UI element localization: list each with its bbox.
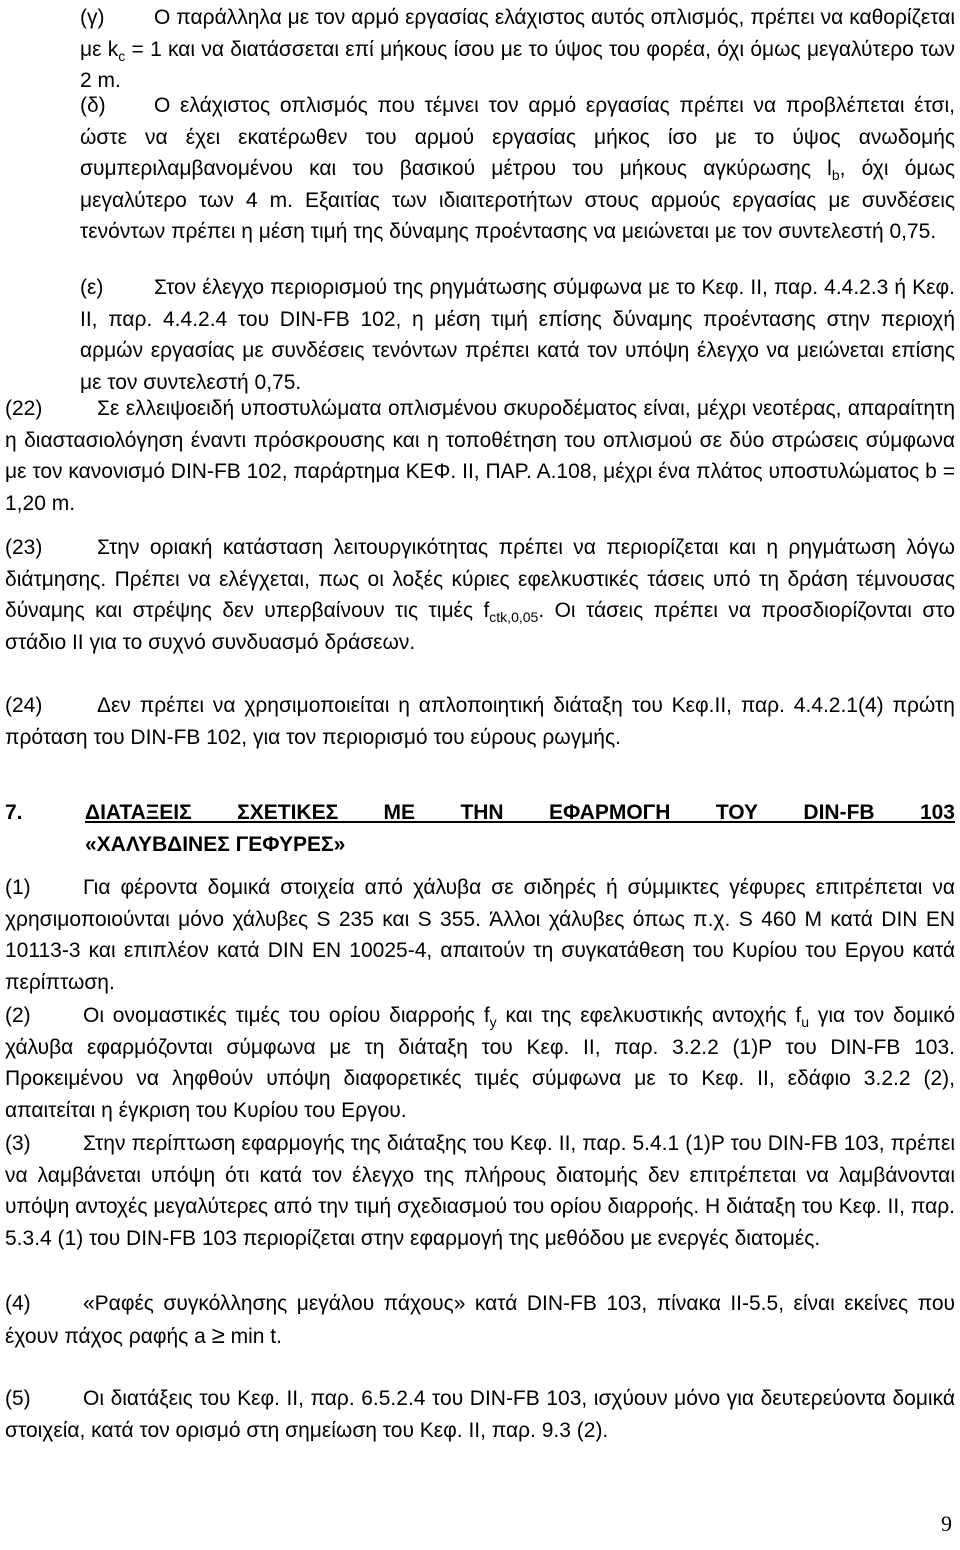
paragraph-text: Στην οριακή κατάσταση λειτουργικότητας πρέπει να περιορίζεται και η ρηγμάτωση λόγω διάτμησης. Πρέπει να ελέγχεται, πως οι λοξές κύριες εφελκυστικές τάσεις υπό τη δράση τέμνουσας δύναμης και στρέψης δεν υπερβαίνουν τις τιμές f bbox=[5, 536, 955, 622]
greater-equal-symbol: ≥ bbox=[211, 1321, 225, 1349]
section-heading bbox=[5, 797, 955, 860]
paragraph-delta bbox=[80, 90, 955, 248]
paragraph-text: «Ραφές συγκόλλησης μεγάλου πάχους» κατά DIN-FB 103, πίνακα ΙΙ-5.5, είναι εκείνες που έχουν πάχος ραφής a bbox=[5, 1292, 955, 1348]
paragraph-tag: (δ) bbox=[80, 94, 106, 117]
paragraph-text: Ο ελάχιστος οπλισμός που τέμνει τον αρμό εργασίας πρέπει να προβλέπεται έτσι, ώστε να έχει εκατέρωθεν του αρμού εργασίας μήκος ίσο με το ύψος ανωδομής συμπεριλαμβανομένου και του βασικού μέτρου του μήκους αγκύρωσης l bbox=[80, 94, 955, 180]
subscript: c bbox=[118, 47, 126, 64]
paragraph-text-tail: . Οι τάσεις πρέπει να προσδιορίζονται στο στάδιο ΙΙ για το συχνό συνδυασμό δράσεων. bbox=[5, 599, 955, 654]
paragraph-tag: (3) bbox=[5, 1132, 31, 1155]
paragraph-text-tail: min t. bbox=[224, 1324, 282, 1348]
paragraph-text-tail: , όχι όμως μεγαλύτερο των 4 m. Εξαιτίας των ιδιαιτεροτήτων στους αρμούς εργασίας με συνδέσεις τενόντων πρέπει η μέση τιμή της δύναμης προέντασης να μειώνεται με τον συντελεστή 0,75. bbox=[80, 157, 955, 243]
paragraph-epsilon bbox=[80, 272, 955, 398]
paragraph-22 bbox=[5, 393, 955, 519]
paragraph-tag: (23) bbox=[5, 536, 43, 559]
subscript: u bbox=[801, 1014, 810, 1031]
paragraph-tag: (ε) bbox=[80, 276, 104, 299]
paragraph-24 bbox=[5, 690, 955, 753]
section-title-line2: «ΧΑΛΥΒΔΙΝΕΣ ΓΕΦΥΡΕΣ» bbox=[85, 832, 346, 856]
subscript: y bbox=[489, 1014, 497, 1031]
paragraph-tag: (1) bbox=[5, 876, 31, 899]
subscript: ctk,0,05 bbox=[489, 609, 539, 626]
section-paragraph-4 bbox=[5, 1288, 955, 1352]
section-number: 7. bbox=[5, 801, 23, 824]
section-paragraph-3 bbox=[5, 1128, 955, 1254]
paragraph-text: Δεν πρέπει να χρησιμοποιείται η απλοποιητική διάταξη του Κεφ.ΙΙ, παρ. 4.4.2.1(4) πρώτη πρόταση του DIN-FB 102, για τον περιορισμό του εύρους ρωγμής. bbox=[5, 694, 955, 749]
page-number: 9 bbox=[941, 1511, 952, 1536]
section-paragraph-1 bbox=[5, 872, 955, 998]
section-paragraph-5 bbox=[5, 1383, 955, 1446]
paragraph-text: Για φέροντα δομικά στοιχεία από χάλυβα σε σιδηρές ή σύμμικτες γέφυρες επιτρέπεται να χρησιμοποιούνται μόνο χάλυβες S 235 και S 355. Άλλοι χάλυβες όπως π.χ. S 460 M κατά DIN EN 10113-3 και επιπλέον κατά DIN EN 10025-4, απαιτούν τη συγκατάθεση του Κυρίου του Εργου κατά περίπτωση. bbox=[5, 876, 955, 994]
paragraph-tag: (2) bbox=[5, 1004, 31, 1027]
paragraph-text: Στον έλεγχο περιορισμού της ρηγμάτωσης σύμφωνα με το Κεφ. ΙΙ, παρ. 4.4.2.3 ή Κεφ. ΙΙ, παρ. 4.4.2.4 του DIN-FB 102, η μέση τιμή επίσης δύναμης προέντασης στην περιοχή αρμών εργασίας με συνδέσεις τενόντων πρέπει κατά τον υπόψη έλεγχο να μειώνεται επίσης με τον συντελεστή 0,75. bbox=[80, 276, 955, 394]
paragraph-text: Ο παράλληλα με τον αρμό εργασίας ελάχιστος αυτός οπλισμός, πρέπει να καθορίζεται με k bbox=[80, 6, 955, 61]
paragraph-text-tail: = 1 και να διατάσσεται επί μήκους ίσου με το ύψος του φορέα, όχι όμως μεγαλύτερο των 2 m. bbox=[80, 37, 955, 92]
paragraph-tag: (4) bbox=[5, 1292, 31, 1315]
section-paragraph-2 bbox=[5, 1000, 955, 1126]
paragraph-text-tail: για τον δομικό χάλυβα εφαρμόζονται σύμφωνα με τη διάταξη του Κεφ. ΙΙ, παρ. 3.2.2 (1)P του DIN-FB 103. Προκειμένου να ληφθούν υπόψη διαφορετικές τιμές σύμφωνα με το Κεφ. ΙΙ, εδάφιο 3.2.2 (2), απαιτείται η έγκριση του Κυρίου του Εργου. bbox=[5, 1004, 955, 1122]
subscript: b bbox=[831, 167, 840, 184]
paragraph-tag: (22) bbox=[5, 397, 43, 420]
paragraph-tag: (γ) bbox=[80, 6, 105, 29]
paragraph-text: Οι ονομαστικές τιμές του ορίου διαρροής f bbox=[83, 1004, 490, 1027]
paragraph-23 bbox=[5, 532, 955, 658]
paragraph-tag: (24) bbox=[5, 694, 43, 717]
paragraph-text: Σε ελλειψοειδή υποστυλώματα οπλισμένου σκυροδέματος είναι, μέχρι νεοτέρας, απαραίτητη η διαστασιολόγηση έναντι πρόσκρουσης και η τοποθέτηση του οπλισμού σε δύο στρώσεις σύμφωνα με τον κανονισμό DIN-FB 102, παράρτημα ΚΕΦ. ΙΙ, ΠΑΡ. Α.108, μέχρι ένα πλάτος υποστυλώματος b = 1,20 m. bbox=[5, 397, 955, 515]
paragraph-text-mid: και της εφελκυστικής αντοχής f bbox=[496, 1004, 802, 1027]
paragraph-tag: (5) bbox=[5, 1387, 31, 1410]
paragraph-text: Οι διατάξεις του Κεφ. ΙΙ, παρ. 6.5.2.4 του DIN-FB 103, ισχύουν μόνο για δευτερεύοντα δομικά στοιχεία, κατά τον ορισμό στη σημείωση του Κεφ. ΙΙ, παρ. 9.3 (2). bbox=[5, 1387, 955, 1442]
section-title-line1: ΔΙΑΤΑΞΕΙΣ ΣΧΕΤΙΚΕΣ ΜΕ ΤΗΝ ΕΦΑΡΜΟΓΗ ΤΟΥ DIN-FB 103 bbox=[85, 801, 955, 824]
paragraph-gamma bbox=[80, 2, 955, 97]
paragraph-text: Στην περίπτωση εφαρμογής της διάταξης του Κεφ. ΙΙ, παρ. 5.4.1 (1)P του DIN-FB 103, πρέπει να λαμβάνεται υπόψη ότι κατά τον έλεγχο της πλήρους διατομής δεν επιτρέπεται να λαμβάνονται υπόψη αντοχές μεγαλύτερες από την τιμή σχεδιασμού του ορίου διαρροής. Η διάταξη του Κεφ. ΙΙ, παρ. 5.3.4 (1) του DIN-FB 103 περιορίζεται στην εφαρμογή της μεθόδου με ενεργές διατομές. bbox=[5, 1132, 955, 1250]
